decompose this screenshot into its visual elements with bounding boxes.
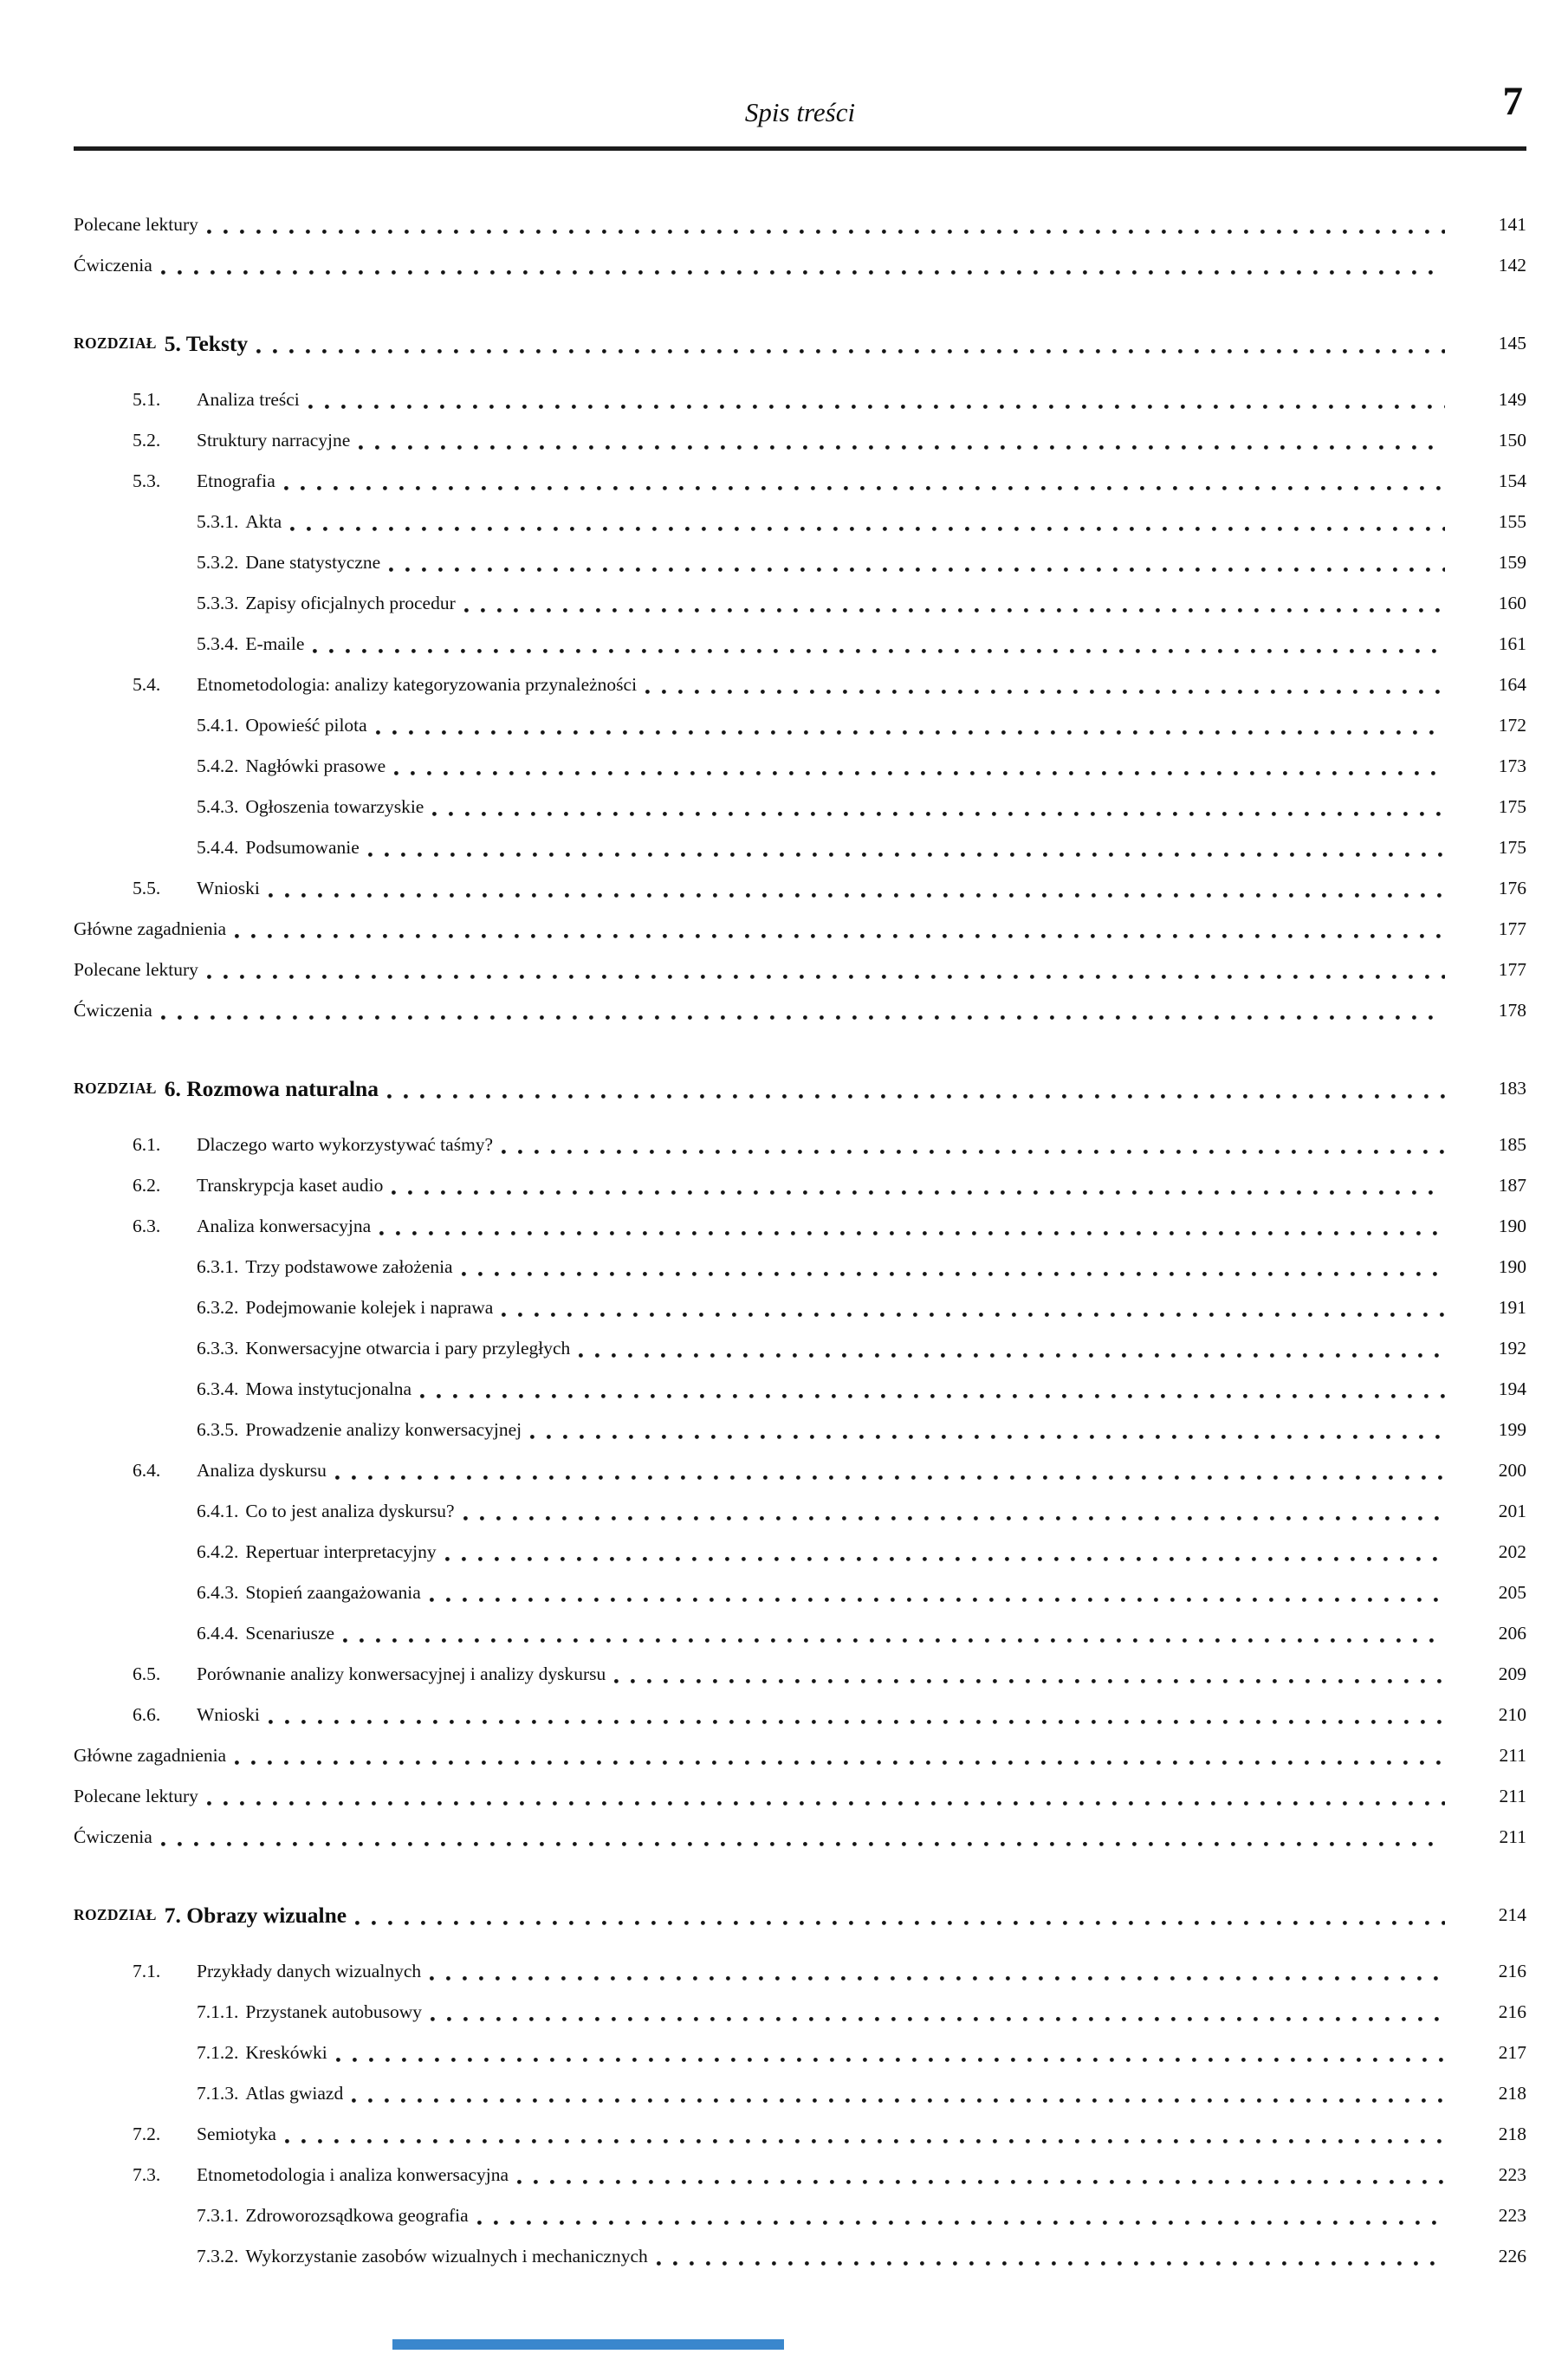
entry-label: Kreskówki <box>245 2042 327 2063</box>
toc-entry-row <box>74 624 1526 665</box>
entry-number: 7.3.2. <box>197 2246 239 2266</box>
entry-label: Polecane lektury <box>74 214 198 235</box>
toc-entry-row <box>74 245 1526 286</box>
dot-leader <box>517 2180 1445 2184</box>
entry-number: 5.4.4. <box>197 837 239 858</box>
dot-leader <box>579 1353 1445 1358</box>
entry-label: Wnioski <box>197 878 260 898</box>
entry-page-number: 161 <box>1498 633 1526 654</box>
entry-page-number: 175 <box>1498 796 1526 817</box>
entry-label: Przykłady danych wizualnych <box>197 1961 422 1981</box>
entry-number: 6.1. <box>133 1134 161 1155</box>
dot-leader <box>462 1272 1445 1276</box>
toc-entry-row <box>74 746 1526 787</box>
entry-number: 5.3.3. <box>197 593 239 613</box>
entry-page-number: 141 <box>1498 214 1526 235</box>
toc-entry-row <box>74 787 1526 827</box>
chapter-title: 7. Obrazy wizualne <box>164 1902 347 1928</box>
entry-label: Podejmowanie kolejek i naprawa <box>245 1297 494 1318</box>
chapter-title: 6. Rozmowa naturalna <box>164 1075 379 1101</box>
toc-entry-row <box>74 827 1526 868</box>
dot-leader <box>614 1679 1445 1683</box>
entry-page-number: 223 <box>1498 2164 1526 2185</box>
entry-page-number: 209 <box>1498 1663 1526 1684</box>
dot-leader <box>313 649 1445 653</box>
entry-page-number: 194 <box>1498 1378 1526 1399</box>
entry-label: Porównanie analizy konwersacyjnej i analizy dyskursu <box>197 1663 606 1684</box>
entry-page-number: 211 <box>1499 1826 1526 1847</box>
entry-label: Zdroworozsądkowa geografia <box>245 2205 469 2226</box>
entry-page-number: 159 <box>1498 552 1526 573</box>
toc-entry-row <box>74 502 1526 542</box>
entry-page-number: 173 <box>1498 755 1526 776</box>
dot-leader <box>389 567 1445 572</box>
entry-number: 6.4.2. <box>197 1541 239 1562</box>
dot-leader <box>355 1921 1445 1925</box>
dot-leader <box>207 230 1445 234</box>
entry-number: 6.2. <box>133 1175 161 1196</box>
toc-entry-row <box>74 2114 1526 2155</box>
entry-page-number: 190 <box>1498 1256 1526 1277</box>
dot-leader <box>343 1638 1445 1643</box>
toc-entry-row <box>74 1410 1526 1450</box>
dot-leader <box>387 1094 1445 1099</box>
entry-page-number: 200 <box>1498 1460 1526 1481</box>
dot-leader <box>207 1801 1445 1806</box>
entry-page-number: 183 <box>1498 1078 1526 1099</box>
toc-entry-row <box>74 1817 1526 1858</box>
entry-page-number: 164 <box>1498 674 1526 695</box>
entry-page-number: 176 <box>1498 878 1526 898</box>
entry-number: 5.5. <box>133 878 161 898</box>
toc-entry-row <box>74 461 1526 502</box>
entry-label: Opowieść pilota <box>245 715 367 736</box>
toc-entry-row <box>74 1695 1526 1735</box>
entry-label: Semiotyka <box>197 2124 276 2144</box>
toc-entry-row <box>74 705 1526 746</box>
entry-number: 5.3.1. <box>197 511 239 532</box>
dot-leader <box>445 1557 1445 1561</box>
dot-leader <box>336 2058 1445 2062</box>
entry-label: Nagłówki prasowe <box>245 755 386 776</box>
toc-entry-row <box>74 1613 1526 1654</box>
entry-number: 6.3.2. <box>197 1297 239 1318</box>
entry-page-number: 205 <box>1498 1582 1526 1603</box>
entry-number: 5.4.2. <box>197 755 239 776</box>
entry-label: Stopień zaangażowania <box>245 1582 421 1603</box>
entry-number: 5.4.1. <box>197 715 239 736</box>
dot-leader <box>431 2017 1445 2021</box>
dot-leader <box>161 1842 1445 1846</box>
entry-number: 7.3. <box>133 2164 161 2185</box>
chapter-prefix: ROZDZIAŁ <box>74 1080 157 1097</box>
entry-number: 7.3.1. <box>197 2205 239 2226</box>
dot-leader <box>269 1720 1445 1724</box>
dot-leader <box>394 771 1445 775</box>
entry-label: E-maile <box>245 633 305 654</box>
entry-label: Główne zagadnienia <box>74 1745 227 1766</box>
toc-entry-row <box>74 1951 1526 1992</box>
entry-number: 5.3.4. <box>197 633 239 654</box>
dot-leader <box>256 349 1445 353</box>
entry-label: Scenariusze <box>245 1623 335 1644</box>
entry-label: Analiza treści <box>197 389 300 410</box>
toc-entry-row <box>74 204 1526 245</box>
toc-entry-row <box>74 868 1526 909</box>
entry-page-number: 226 <box>1498 2246 1526 2266</box>
entry-page-number: 187 <box>1498 1175 1526 1196</box>
entry-label: Akta <box>245 511 282 532</box>
entry-page-number: 142 <box>1498 255 1526 276</box>
bottom-highlight-bar <box>392 2339 784 2350</box>
entry-label: Repertuar interpretacyjny <box>245 1541 437 1562</box>
dot-leader <box>430 1598 1445 1602</box>
entry-number: 6.4. <box>133 1460 161 1481</box>
entry-page-number: 150 <box>1498 430 1526 451</box>
toc-entry-row <box>74 2195 1526 2236</box>
toc-entry-row <box>74 1491 1526 1532</box>
entry-number: 6.3. <box>133 1216 161 1236</box>
toc-entry-row <box>74 542 1526 583</box>
entry-number: 5.1. <box>133 389 161 410</box>
dot-leader <box>376 730 1445 735</box>
entry-label: Ćwiczenia <box>74 255 152 276</box>
entry-page-number: 218 <box>1498 2083 1526 2104</box>
toc-entry-row <box>74 1573 1526 1613</box>
dot-leader <box>502 1150 1445 1154</box>
entry-number: 5.2. <box>133 430 161 451</box>
toc-chapter-row <box>74 323 1526 364</box>
toc-list <box>74 204 1526 2277</box>
toc-entry-row <box>74 1328 1526 1369</box>
toc-entry-row <box>74 379 1526 420</box>
entry-page-number: 211 <box>1499 1786 1526 1806</box>
entry-label: Struktury narracyjne <box>197 430 351 451</box>
entry-number: 6.5. <box>133 1663 161 1684</box>
dot-leader <box>308 405 1445 409</box>
dot-leader <box>284 486 1445 490</box>
entry-number: 6.6. <box>133 1704 161 1725</box>
entry-label: Wykorzystanie zasobów wizualnych i mechanicznych <box>245 2246 648 2266</box>
entry-page-number: 177 <box>1498 959 1526 980</box>
entry-number: 7.1.3. <box>197 2083 239 2104</box>
dot-leader <box>352 2098 1445 2103</box>
toc-entry-row <box>74 1247 1526 1287</box>
entry-page-number: 191 <box>1498 1297 1526 1318</box>
entry-page-number: 145 <box>1498 333 1526 353</box>
entry-page-number: 202 <box>1498 1541 1526 1562</box>
dot-leader <box>657 2261 1445 2266</box>
dot-leader <box>477 2221 1445 2225</box>
entry-page-number: 192 <box>1498 1338 1526 1359</box>
toc-entry-row <box>74 1450 1526 1491</box>
toc-entry-row <box>74 2033 1526 2073</box>
dot-leader <box>359 445 1445 450</box>
entry-number: 5.4.3. <box>197 796 239 817</box>
toc-entry-row <box>74 1654 1526 1695</box>
toc-entry-row <box>74 1992 1526 2033</box>
toc-entry-row <box>74 1206 1526 1247</box>
toc-entry-row <box>74 583 1526 624</box>
dot-leader <box>161 1015 1445 1020</box>
entry-label: Przystanek autobusowy <box>245 2001 422 2022</box>
chapter-prefix: ROZDZIAŁ <box>74 1906 157 1923</box>
entry-label: Atlas gwiazd <box>245 2083 344 2104</box>
entry-label: Zapisy oficjalnych procedur <box>245 593 456 613</box>
entry-label: Etnometodologia i analiza konwersacyjna <box>197 2164 509 2185</box>
entry-number: 7.1.2. <box>197 2042 239 2063</box>
entry-number: 7.2. <box>133 2124 161 2144</box>
entry-number: 5.4. <box>133 674 161 695</box>
entry-label: Dane statystyczne <box>245 552 381 573</box>
dot-leader <box>430 1976 1445 1981</box>
entry-page-number: 201 <box>1498 1501 1526 1521</box>
entry-number: 7.1. <box>133 1961 161 1981</box>
entry-page-number: 175 <box>1498 837 1526 858</box>
toc-entry-row <box>74 1735 1526 1776</box>
entry-label: Podsumowanie <box>245 837 360 858</box>
dot-leader <box>502 1313 1445 1317</box>
toc-entry-row <box>74 2236 1526 2277</box>
entry-label: Ćwiczenia <box>74 1000 152 1021</box>
dot-leader <box>463 1516 1445 1521</box>
entry-page-number: 211 <box>1499 1745 1526 1766</box>
entry-number: 7.1.1. <box>197 2001 239 2022</box>
entry-label: Główne zagadnienia <box>74 918 227 939</box>
dot-leader <box>379 1231 1445 1235</box>
chapter-title: 5. Teksty <box>164 330 249 356</box>
header-rule <box>74 146 1526 151</box>
entry-number: 6.3.1. <box>197 1256 239 1277</box>
entry-label: Co to jest analiza dyskursu? <box>245 1501 455 1521</box>
toc-entry-row <box>74 420 1526 461</box>
chapter-prefix: ROZDZIAŁ <box>74 334 157 352</box>
entry-label: Konwersacyjne otwarcia i pary przyległych <box>245 1338 571 1359</box>
entry-number: 6.4.4. <box>197 1623 239 1644</box>
entry-page-number: 216 <box>1498 2001 1526 2022</box>
entry-label: Prowadzenie analizy konwersacyjnej <box>245 1419 522 1440</box>
entry-page-number: 160 <box>1498 593 1526 613</box>
toc-chapter-row <box>74 1068 1526 1109</box>
entry-number: 5.3. <box>133 470 161 491</box>
entry-page-number: 199 <box>1498 1419 1526 1440</box>
entry-page-number: 216 <box>1498 1961 1526 1981</box>
dot-leader <box>161 270 1445 275</box>
dot-leader <box>420 1394 1445 1398</box>
dot-leader <box>235 1761 1445 1765</box>
dot-leader <box>392 1190 1445 1195</box>
entry-label: Analiza dyskursu <box>197 1460 327 1481</box>
entry-label: Etnografia <box>197 470 275 491</box>
dot-leader <box>335 1475 1445 1480</box>
entry-label: Wnioski <box>197 1704 260 1725</box>
toc-chapter-row <box>74 1895 1526 1936</box>
dot-leader <box>269 893 1445 898</box>
entry-label: Trzy podstawowe założenia <box>245 1256 453 1277</box>
toc-entry-row <box>74 1287 1526 1328</box>
entry-label: Etnometodologia: analizy kategoryzowania przynależności <box>197 674 638 695</box>
toc-entry-row <box>74 2155 1526 2195</box>
dot-leader <box>464 608 1445 613</box>
entry-number: 6.3.4. <box>197 1378 239 1399</box>
entry-page-number: 190 <box>1498 1216 1526 1236</box>
toc-entry-row <box>74 1165 1526 1206</box>
toc-entry-row <box>74 950 1526 990</box>
toc-entry-row <box>74 1532 1526 1573</box>
entry-page-number: 149 <box>1498 389 1526 410</box>
entry-page-number: 214 <box>1498 1904 1526 1925</box>
dot-leader <box>285 2139 1445 2143</box>
entry-number: 6.3.5. <box>197 1419 239 1440</box>
entry-page-number: 178 <box>1498 1000 1526 1021</box>
toc-entry-row <box>74 2073 1526 2114</box>
entry-page-number: 206 <box>1498 1623 1526 1644</box>
toc-entry-row <box>74 1369 1526 1410</box>
entry-label: Polecane lektury <box>74 959 198 980</box>
dot-leader <box>645 690 1445 694</box>
entry-page-number: 217 <box>1498 2042 1526 2063</box>
page-number: 7 <box>1502 79 1523 124</box>
entry-number: 6.3.3. <box>197 1338 239 1359</box>
entry-number: 5.3.2. <box>197 552 239 573</box>
dot-leader <box>290 527 1445 531</box>
entry-page-number: 218 <box>1498 2124 1526 2144</box>
entry-label: Ogłoszenia towarzyskie <box>245 796 424 817</box>
dot-leader <box>432 812 1445 816</box>
toc-entry-row <box>74 990 1526 1031</box>
dot-leader <box>368 853 1445 857</box>
dot-leader <box>530 1435 1445 1439</box>
entry-label: Dlaczego warto wykorzystywać taśmy? <box>197 1134 494 1155</box>
toc-entry-row <box>74 1776 1526 1817</box>
toc-entry-row <box>74 909 1526 950</box>
dot-leader <box>235 934 1445 938</box>
entry-page-number: 185 <box>1498 1134 1526 1155</box>
toc-entry-row <box>74 1125 1526 1165</box>
entry-number: 6.4.1. <box>197 1501 239 1521</box>
dot-leader <box>207 975 1445 979</box>
entry-page-number: 223 <box>1498 2205 1526 2226</box>
entry-number: 6.4.3. <box>197 1582 239 1603</box>
entry-page-number: 154 <box>1498 470 1526 491</box>
toc-entry-row <box>74 665 1526 705</box>
entry-page-number: 210 <box>1498 1704 1526 1725</box>
entry-label: Analiza konwersacyjna <box>197 1216 372 1236</box>
page-title: Spis treści <box>744 97 856 127</box>
entry-label: Mowa instytucjonalna <box>245 1378 412 1399</box>
entry-label: Ćwiczenia <box>74 1826 152 1847</box>
entry-page-number: 155 <box>1498 511 1526 532</box>
entry-label: Transkrypcja kaset audio <box>197 1175 384 1196</box>
entry-page-number: 177 <box>1498 918 1526 939</box>
entry-page-number: 172 <box>1498 715 1526 736</box>
entry-label: Polecane lektury <box>74 1786 198 1806</box>
